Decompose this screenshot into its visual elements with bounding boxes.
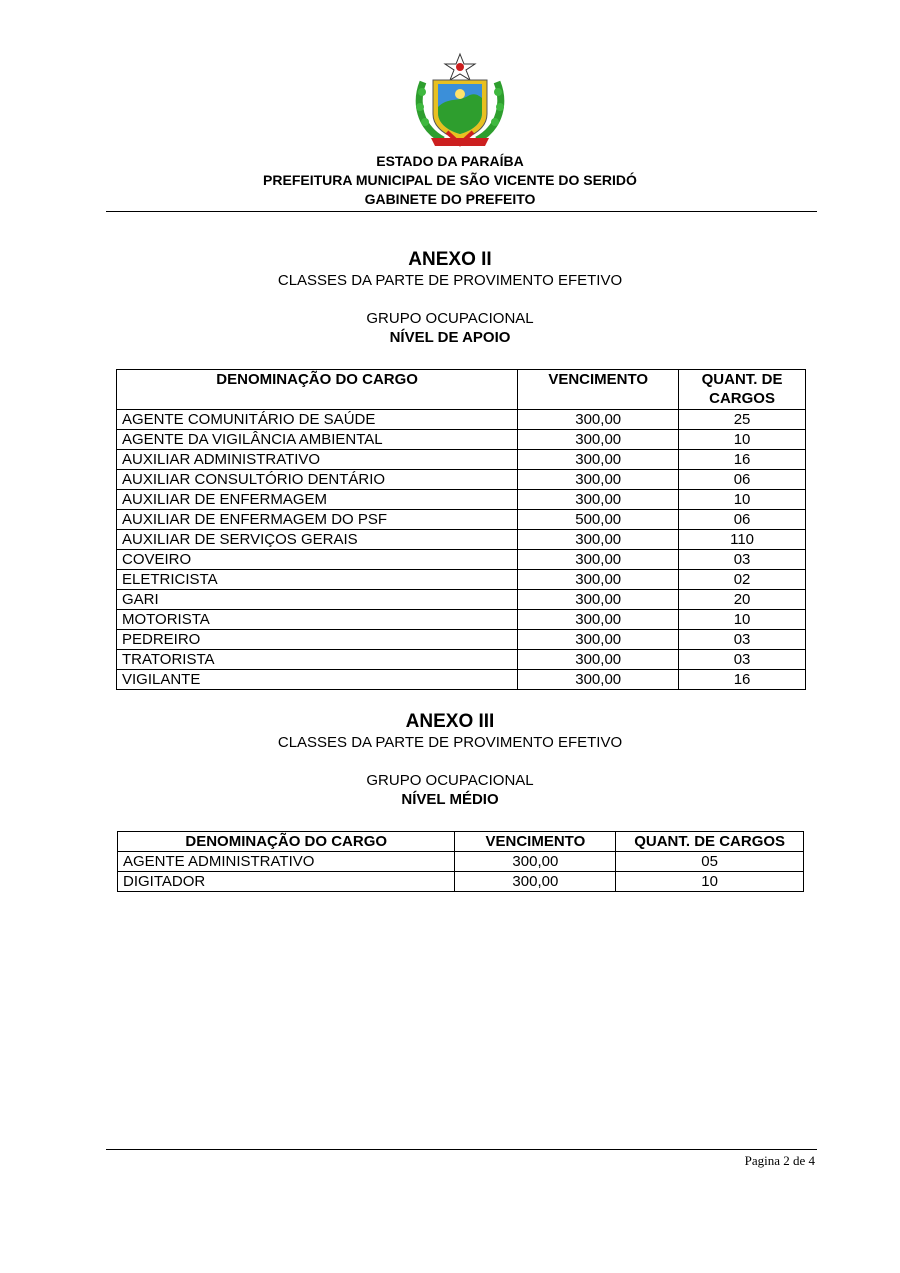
cell-quantidade: 10 (679, 610, 806, 630)
cell-cargo: DIGITADOR (118, 872, 455, 892)
cell-cargo: AUXILIAR DE ENFERMAGEM (117, 490, 518, 510)
column-header-cargo: DENOMINAÇÃO DO CARGO (118, 832, 455, 852)
cell-cargo: PEDREIRO (117, 630, 518, 650)
cell-quantidade: 02 (679, 570, 806, 590)
table-row (117, 670, 806, 690)
annex3-group: GRUPO OCUPACIONAL (366, 772, 534, 789)
column-header-vencimento: VENCIMENTO (518, 370, 679, 410)
cell-cargo: AUXILIAR ADMINISTRATIVO (117, 450, 518, 470)
cell-vencimento: 300,00 (518, 450, 679, 470)
header-municipality: PREFEITURA MUNICIPAL DE SÃO VICENTE DO SERIDÓ (263, 172, 637, 188)
annex3-heading (0, 711, 900, 809)
cell-quantidade: 16 (679, 670, 806, 690)
cell-vencimento: 300,00 (518, 470, 679, 490)
cell-vencimento: 300,00 (455, 872, 616, 892)
footer-divider (106, 1149, 817, 1150)
table-row (117, 610, 806, 630)
table-row (117, 550, 806, 570)
table-row (117, 490, 806, 510)
cell-cargo: TRATORISTA (117, 650, 518, 670)
annex3-subtitle: CLASSES DA PARTE DE PROVIMENTO EFETIVO (277, 734, 623, 751)
table-row (117, 530, 806, 550)
cell-quantidade: 16 (679, 450, 806, 470)
cell-quantidade: 03 (679, 650, 806, 670)
cell-quantidade: 03 (679, 630, 806, 650)
annex3-table (117, 831, 804, 892)
cell-quantidade: 10 (679, 490, 806, 510)
annex2-level: NÍVEL DE APOIO (389, 329, 511, 346)
cell-quantidade: 20 (679, 590, 806, 610)
header-divider (106, 211, 817, 212)
cell-cargo: COVEIRO (117, 550, 518, 570)
table-row (117, 650, 806, 670)
coat-of-arms-emblem (413, 52, 507, 150)
cell-cargo: MOTORISTA (117, 610, 518, 630)
document-header (0, 152, 900, 209)
cell-vencimento: 300,00 (518, 570, 679, 590)
annex2-subtitle: CLASSES DA PARTE DE PROVIMENTO EFETIVO (277, 272, 623, 289)
header-state: ESTADO DA PARAÍBA (376, 153, 524, 169)
cell-vencimento: 300,00 (518, 610, 679, 630)
page-number: Pagina 2 de 4 (744, 1153, 815, 1168)
cell-cargo: AGENTE DA VIGILÂNCIA AMBIENTAL (117, 430, 518, 450)
cell-cargo: AUXILIAR DE SERVIÇOS GERAIS (117, 530, 518, 550)
cell-vencimento: 300,00 (518, 490, 679, 510)
annex2-heading (0, 249, 900, 347)
table-row (118, 872, 804, 892)
table-row (117, 410, 806, 430)
cell-cargo: VIGILANTE (117, 670, 518, 690)
annex3-level: NÍVEL MÉDIO (401, 791, 499, 808)
cell-vencimento: 500,00 (518, 510, 679, 530)
table-row (117, 630, 806, 650)
cell-cargo: AUXILIAR CONSULTÓRIO DENTÁRIO (117, 470, 518, 490)
table-row (117, 450, 806, 470)
cell-vencimento: 300,00 (518, 530, 679, 550)
cell-quantidade: 06 (679, 510, 806, 530)
cell-quantidade: 03 (679, 550, 806, 570)
cell-vencimento: 300,00 (518, 430, 679, 450)
cell-vencimento: 300,00 (518, 550, 679, 570)
cell-quantidade: 10 (679, 430, 806, 450)
cell-quantidade: 25 (679, 410, 806, 430)
table-row (117, 590, 806, 610)
annex2-group: GRUPO OCUPACIONAL (366, 310, 534, 327)
cell-vencimento: 300,00 (518, 650, 679, 670)
header-office: GABINETE DO PREFEITO (364, 191, 536, 207)
cell-quantidade: 110 (679, 530, 806, 550)
cell-vencimento: 300,00 (518, 630, 679, 650)
column-header-cargo: DENOMINAÇÃO DO CARGO (117, 370, 518, 410)
cell-quantidade: 06 (679, 470, 806, 490)
cell-cargo: AGENTE COMUNITÁRIO DE SAÚDE (117, 410, 518, 430)
annex2-title: ANEXO II (408, 249, 492, 270)
cell-cargo: AUXILIAR DE ENFERMAGEM DO PSF (117, 510, 518, 530)
table-row (117, 470, 806, 490)
cell-quantidade: 10 (616, 872, 804, 892)
cell-quantidade: 05 (616, 852, 804, 872)
cell-cargo: GARI (117, 590, 518, 610)
column-header-quantidade: QUANT. DE CARGOS (679, 370, 806, 410)
annex3-title: ANEXO III (405, 711, 495, 732)
table-row (117, 510, 806, 530)
cell-cargo: AGENTE ADMINISTRATIVO (118, 852, 455, 872)
table-row (118, 852, 804, 872)
table-row (117, 570, 806, 590)
cell-cargo: ELETRICISTA (117, 570, 518, 590)
column-header-vencimento: VENCIMENTO (455, 832, 616, 852)
cell-vencimento: 300,00 (455, 852, 616, 872)
annex2-table (116, 369, 806, 690)
cell-vencimento: 300,00 (518, 590, 679, 610)
table-row (117, 430, 806, 450)
column-header-quantidade: QUANT. DE CARGOS (616, 832, 804, 852)
cell-vencimento: 300,00 (518, 670, 679, 690)
cell-vencimento: 300,00 (518, 410, 679, 430)
